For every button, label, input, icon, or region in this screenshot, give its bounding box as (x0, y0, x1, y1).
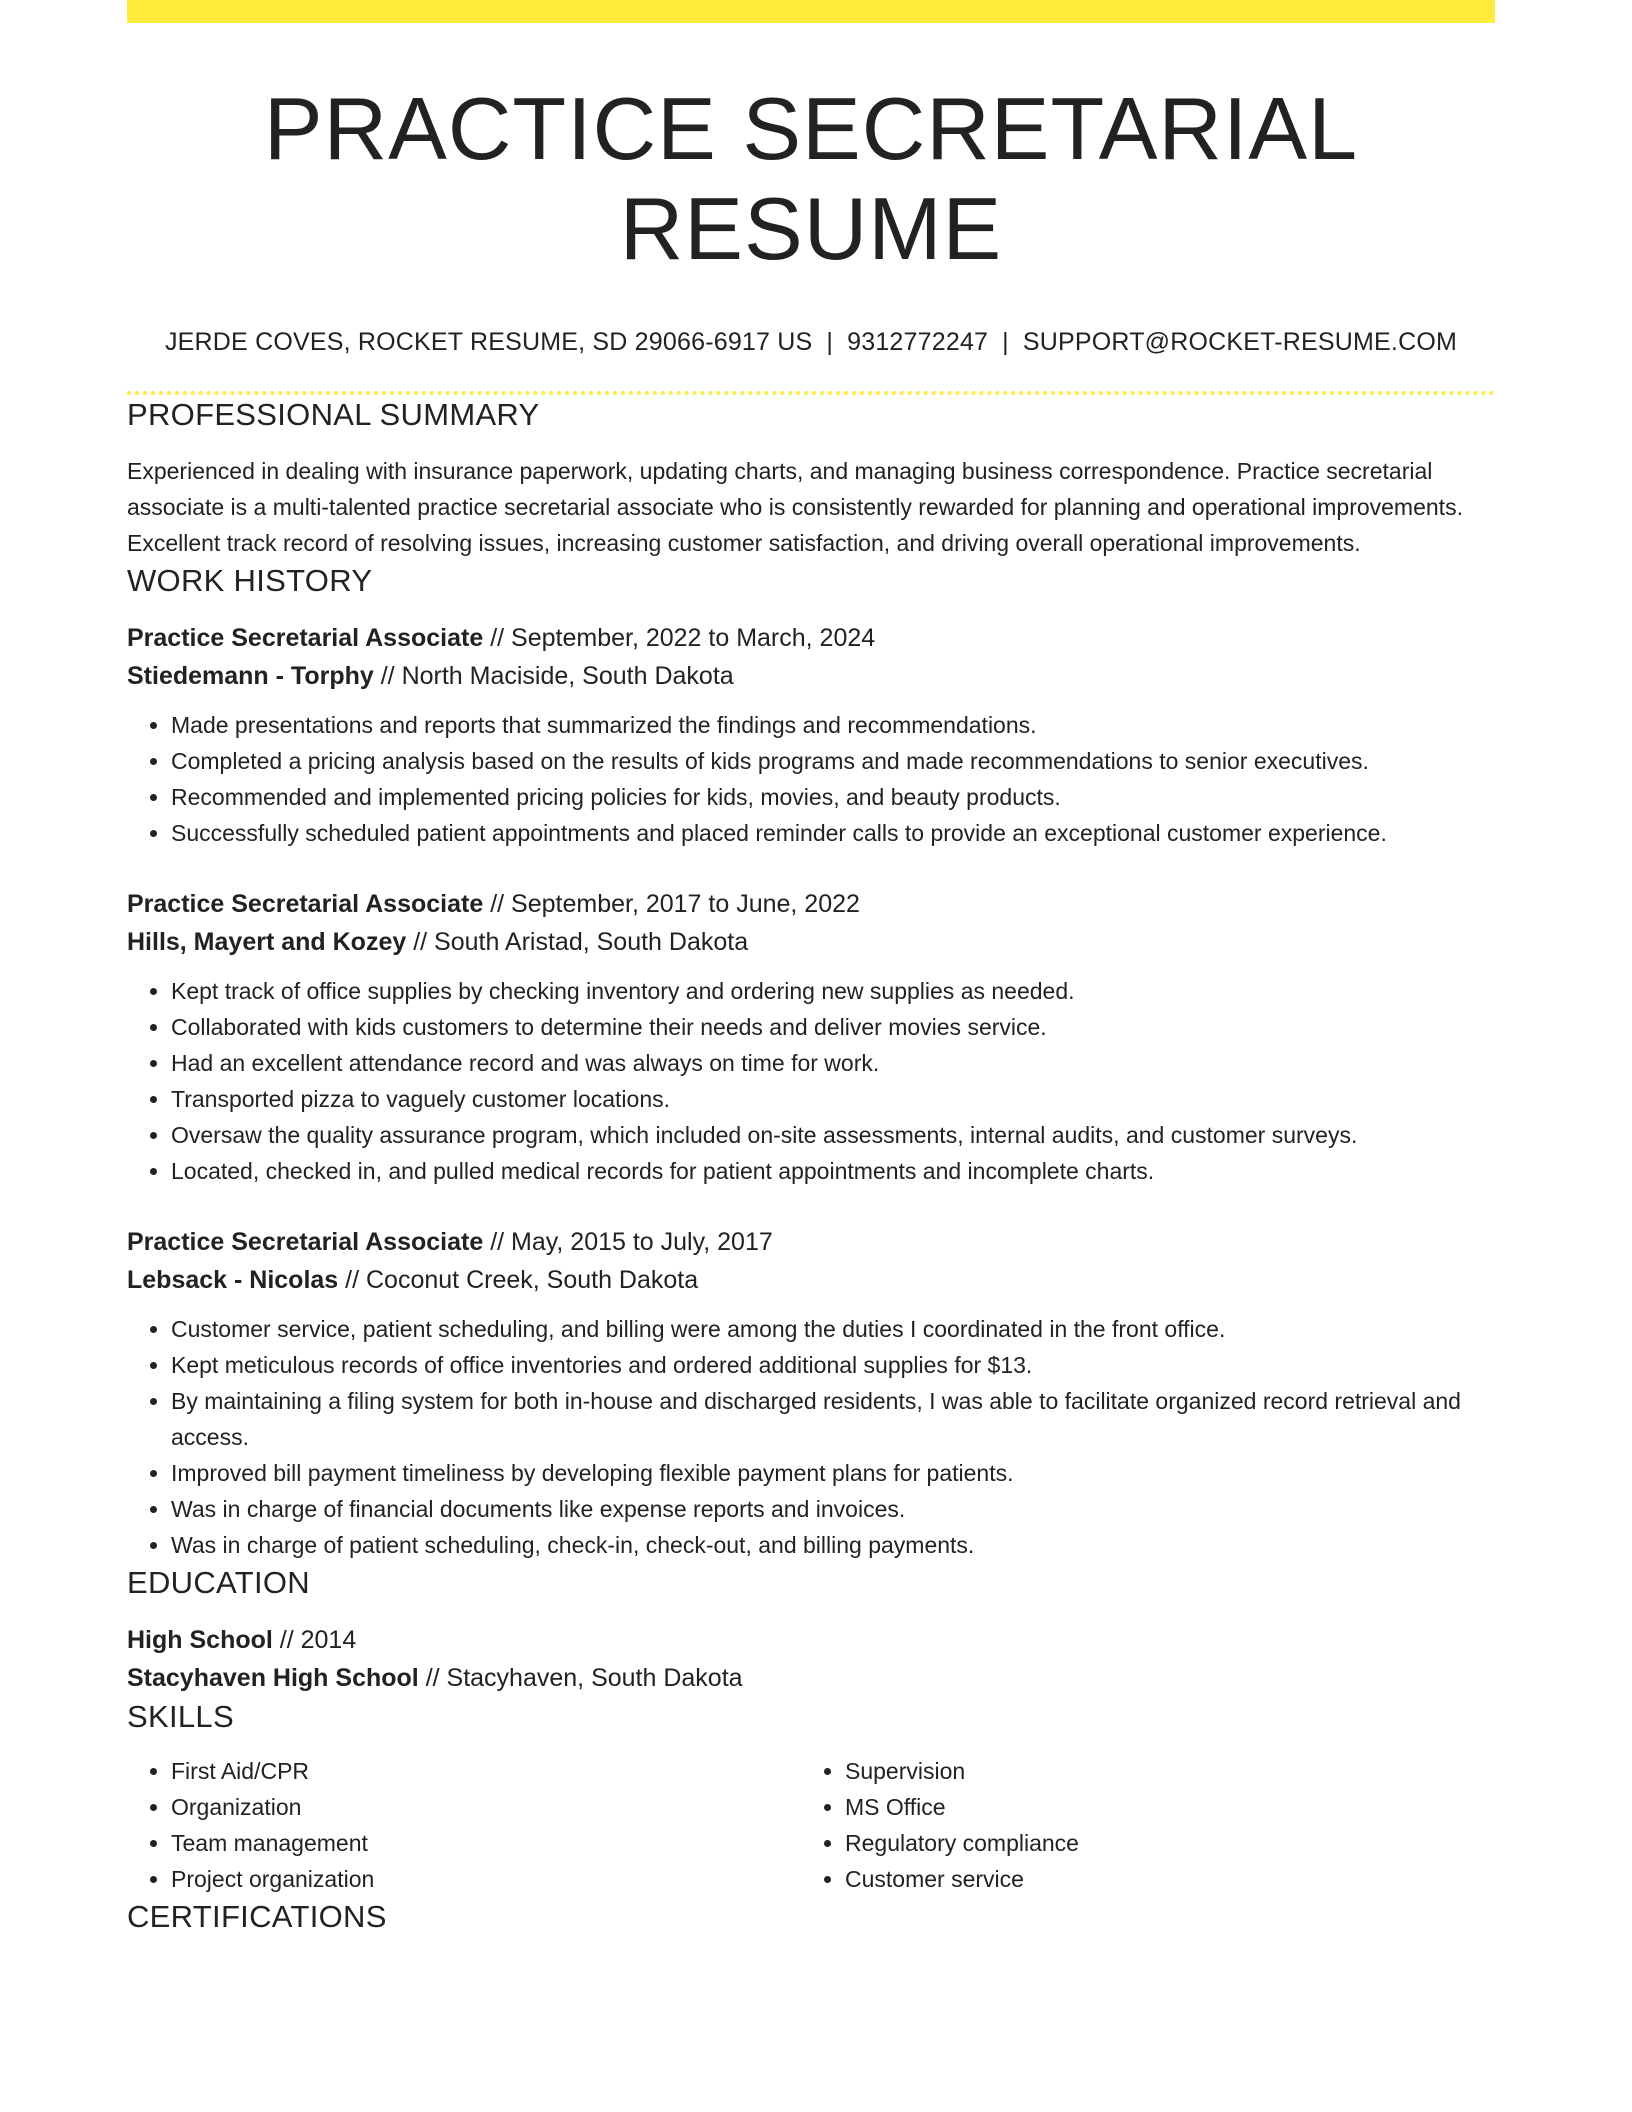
skill-item: • Regulatory compliance (845, 1825, 1475, 1861)
job-bullet: • Was in charge of financial documents like expense reports and invoices. (171, 1491, 1495, 1527)
education-degree-line (127, 1621, 1495, 1659)
job-bullet: • Was in charge of patient scheduling, check-in, check-out, and billing payments. (171, 1527, 1495, 1563)
job-bullet: • Had an excellent attendance record and was always on time for work. (171, 1045, 1495, 1081)
job-entry (127, 619, 1495, 851)
job-title-line (127, 885, 1495, 923)
job-bullet: • Made presentations and reports that summarized the findings and recommendations. (171, 707, 1495, 743)
skills-list-left (127, 1753, 801, 1897)
education-school-line (127, 1659, 1495, 1697)
certifications-heading: CERTIFICATIONS (127, 1899, 387, 1934)
summary-heading: PROFESSIONAL SUMMARY (127, 397, 540, 432)
education-location: // Stacyhaven, South Dakota (418, 1664, 743, 1692)
contact-separator: | (826, 328, 834, 356)
job-location: // South Aristad, South Dakota (406, 928, 749, 956)
skill-item: • Team management (171, 1825, 801, 1861)
job-company-line (127, 1261, 1495, 1299)
job-company-line (127, 657, 1495, 695)
job-entry (127, 885, 1495, 1189)
job-bullets (127, 707, 1495, 851)
job-role: Practice Secretarial Associate (127, 1228, 484, 1256)
job-bullet: • Kept track of office supplies by checking inventory and ordering new supplies as needed. (171, 973, 1495, 1009)
education-heading: EDUCATION (127, 1565, 310, 1600)
job-dates: // September, 2017 to June, 2022 (483, 890, 860, 918)
education-degree: High School (127, 1626, 273, 1654)
skill-item: • First Aid/CPR (171, 1753, 801, 1789)
job-company: Lebsack - Nicolas (127, 1266, 339, 1294)
job-bullet: • Collaborated with kids customers to determine their needs and deliver movies service. (171, 1009, 1495, 1045)
skills-list-right (801, 1753, 1475, 1897)
job-company: Hills, Mayert and Kozey (127, 928, 407, 956)
job-bullet: • Completed a pricing analysis based on the results of kids programs and made recommendations to senior executives. (171, 743, 1495, 779)
skill-item: • Customer service (845, 1861, 1475, 1897)
job-title-line (127, 619, 1495, 657)
job-dates: // September, 2022 to March, 2024 (483, 624, 876, 652)
top-accent-bar (127, 0, 1495, 23)
job-role: Practice Secretarial Associate (127, 890, 484, 918)
job-dates: // May, 2015 to July, 2017 (483, 1228, 773, 1256)
job-bullets (127, 973, 1495, 1189)
skills-heading: SKILLS (127, 1699, 234, 1734)
contact-phone: 9312772247 (847, 328, 989, 356)
job-company: Stiedemann - Torphy (127, 662, 374, 690)
job-bullets (127, 1311, 1495, 1563)
job-role: Practice Secretarial Associate (127, 624, 484, 652)
job-bullet: • Improved bill payment timeliness by developing flexible payment plans for patients. (171, 1455, 1495, 1491)
job-location: // North Maciside, South Dakota (373, 662, 734, 690)
skill-item: • Project organization (171, 1861, 801, 1897)
job-bullet: • Located, checked in, and pulled medical records for patient appointments and incomplete charts. (171, 1153, 1495, 1189)
resume-name: PRACTICE SECRETARIAL RESUME (263, 79, 1359, 278)
skill-item: • Organization (171, 1789, 801, 1825)
skill-item: • MS Office (845, 1789, 1475, 1825)
job-location: // Coconut Creek, South Dakota (338, 1266, 699, 1294)
job-bullet: • Kept meticulous records of office inventories and ordered additional supplies for $13. (171, 1347, 1495, 1383)
skills-columns (127, 1753, 1495, 1897)
job-bullet: • Transported pizza to vaguely customer locations. (171, 1081, 1495, 1117)
summary-text: Experienced in dealing with insurance paperwork, updating charts, and managing business correspondence. Practice secretarial associate is a multi-talented practice secretarial associate who is consistently rewarded for planning and operational improvements. Excellent track record of resolving issues, increasing customer satisfaction, and driving overall operational improvements. (127, 458, 1463, 556)
skill-item: • Supervision (845, 1753, 1475, 1789)
education-school: Stacyhaven High School (127, 1664, 419, 1692)
contact-line (127, 327, 1495, 357)
job-bullet: • By maintaining a filing system for both in-house and discharged residents, I was able to facilitate organized record retrieval and access. (171, 1383, 1495, 1455)
job-bullet: • Successfully scheduled patient appointments and placed reminder calls to provide an exceptional customer experience. (171, 815, 1495, 851)
job-title-line (127, 1223, 1495, 1261)
education-entry (127, 1621, 1495, 1697)
resume-page (127, 0, 1495, 1937)
contact-separator: | (1002, 328, 1009, 356)
job-entry (127, 1223, 1495, 1563)
education-year: // 2014 (272, 1626, 357, 1654)
job-bullet: • Oversaw the quality assurance program, which included on-site assessments, internal audits, and customer surveys. (171, 1117, 1495, 1153)
contact-email: SUPPORT@ROCKET-RESUME.COM (1022, 328, 1458, 356)
job-bullet: • Recommended and implemented pricing policies for kids, movies, and beauty products. (171, 779, 1495, 815)
contact-address: JERDE COVES, ROCKET RESUME, SD 29066-6917 US (164, 328, 813, 356)
work-history-heading: WORK HISTORY (127, 563, 373, 598)
job-company-line (127, 923, 1495, 961)
job-bullet: • Customer service, patient scheduling, and billing were among the duties I coordinated in the front office. (171, 1311, 1495, 1347)
